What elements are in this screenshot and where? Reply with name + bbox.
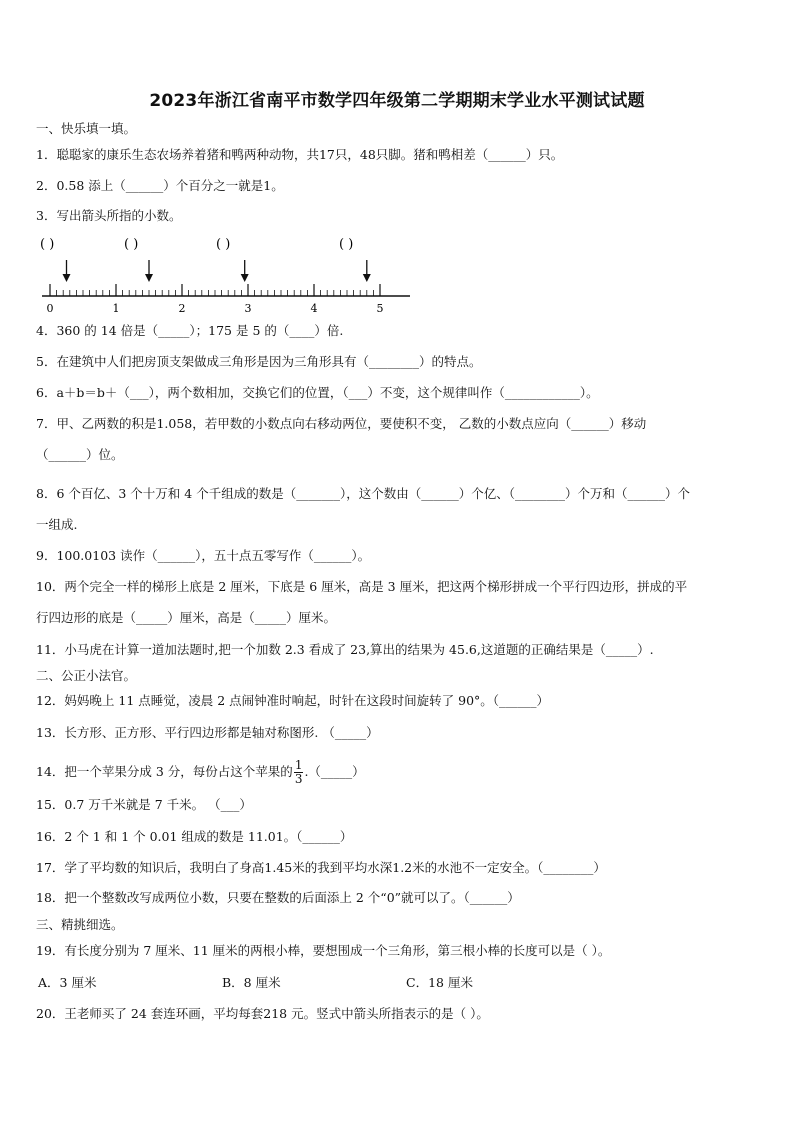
section-heading-2: 二、公正小法官。 [36, 668, 137, 683]
question-11: 11．小马虎在计算一道加法题时,把一个加数 2.3 看成了 23,算出的结果为 45.6,这道题的正确结果是（_____）. [36, 642, 654, 657]
question-9: 9．100.0103 读作（______），五十点五零写作（______）。 [36, 548, 371, 563]
answer-blank-1[interactable]: ( ) [40, 237, 55, 252]
question-14-answer: .（_____） [304, 764, 365, 779]
question-7-line-2: （______）位。 [36, 447, 124, 462]
number-line-figure [30, 230, 410, 320]
tick-label-0: 0 [46, 302, 54, 315]
question-18: 18．把一个整数改写成两位小数，只要在整数的后面添上 2 个“0”就可以了。（______） [36, 890, 520, 905]
question-2: 2．0.58 添上（______）个百分之一就是1。 [36, 178, 284, 193]
tick-label-1: 1 [112, 302, 120, 315]
tick-label-3: 3 [244, 302, 252, 315]
question-8-line-1: 8．6 个百亿、3 个十万和 4 个千组成的数是（_______），这个数由（______）个亿、（________）个万和（______）个 [36, 486, 690, 501]
question-13: 13．长方形、正方形、平行四边形都是轴对称图形. （_____） [36, 725, 379, 740]
tick-label-2: 2 [178, 302, 186, 315]
tick-label-5: 5 [376, 302, 384, 315]
arrow-head-4 [363, 274, 371, 282]
question-7-line-1: 7．甲、乙两数的积是1.058，若甲数的小数点向右移动两位，要使积不变， 乙数的小数点应向（______）移动 [36, 416, 647, 431]
answer-blank-4[interactable]: ( ) [339, 237, 354, 252]
answer-blank-3[interactable]: ( ) [216, 237, 231, 252]
question-14-text: 14．把一个苹果分成 3 分，每份占这个苹果的 [36, 764, 293, 779]
number-line-axis [42, 284, 410, 300]
arrow-head-2 [145, 274, 153, 282]
fraction-numerator: 1 [294, 758, 303, 772]
question-4: 4．360 的 14 倍是（_____）；175 是 5 的（____）倍. [36, 323, 344, 338]
option-b[interactable]: B．8 厘米 [222, 975, 281, 990]
question-5: 5．在建筑中人们把房顶支架做成三角形是因为三角形具有（________）的特点。 [36, 354, 482, 369]
question-14 [36, 759, 365, 786]
number-line-tick-labels [47, 302, 384, 315]
question-12: 12．妈妈晚上 11 点睡觉，凌晨 2 点闹钟准时响起，时针在这段时间旋转了 90°。（______） [36, 693, 550, 708]
fraction-one-third [294, 759, 304, 786]
question-10-line-2: 行四边形的底是（_____）厘米，高是（_____）厘米。 [36, 610, 337, 625]
section-heading-3: 三、精挑细选。 [36, 917, 124, 932]
question-3: 3．写出箭头所指的小数。 [36, 208, 182, 223]
option-c[interactable]: C．18 厘米 [406, 975, 473, 990]
question-15: 15．0.7 万千米就是 7 千米。 （___） [36, 797, 252, 812]
option-a[interactable]: A．3 厘米 [38, 975, 97, 990]
fraction-denominator: 3 [294, 772, 303, 786]
number-line-blanks [40, 237, 353, 252]
arrow-head-3 [241, 274, 249, 282]
question-20: 20．王老师买了 24 套连环画，平均每套218 元。竖式中箭头所指表示的是（ ）。 [36, 1006, 489, 1021]
question-10-line-1: 10．两个完全一样的梯形上底是 2 厘米，下底是 6 厘米，高是 3 厘米，把这两个梯形拼成一个平行四边形，拼成的平 [36, 579, 688, 594]
pointer-arrows [63, 260, 371, 282]
page-title: 2023年浙江省南平市数学四年级第二学期期末学业水平测试试题 [149, 91, 645, 111]
tick-label-4: 4 [310, 302, 318, 315]
question-19: 19．有长度分别为 7 厘米、11 厘米的两根小棒，要想围成一个三角形，第三根小棒的长度可以是（ ）。 [36, 943, 611, 958]
answer-blank-2[interactable]: ( ) [124, 237, 139, 252]
question-6: 6．a＋b＝b＋（___），两个数相加，交换它们的位置，（___）不变，这个规律叫作（____________）。 [36, 385, 599, 400]
question-16: 16．2 个 1 和 1 个 0.01 组成的数是 11.01。（______） [36, 829, 353, 844]
arrow-head-1 [63, 274, 71, 282]
question-17: 17．学了平均数的知识后，我明白了身高1.45米的我到平均水深1.2米的水池不一定安全。（________） [36, 860, 606, 875]
question-8-line-2: 一组成. [36, 517, 78, 532]
question-1: 1．聪聪家的康乐生态农场养着猪和鸭两种动物，共17只，48只脚。猪和鸭相差（______）只。 [36, 147, 564, 162]
section-heading-1: 一、快乐填一填。 [36, 121, 137, 136]
